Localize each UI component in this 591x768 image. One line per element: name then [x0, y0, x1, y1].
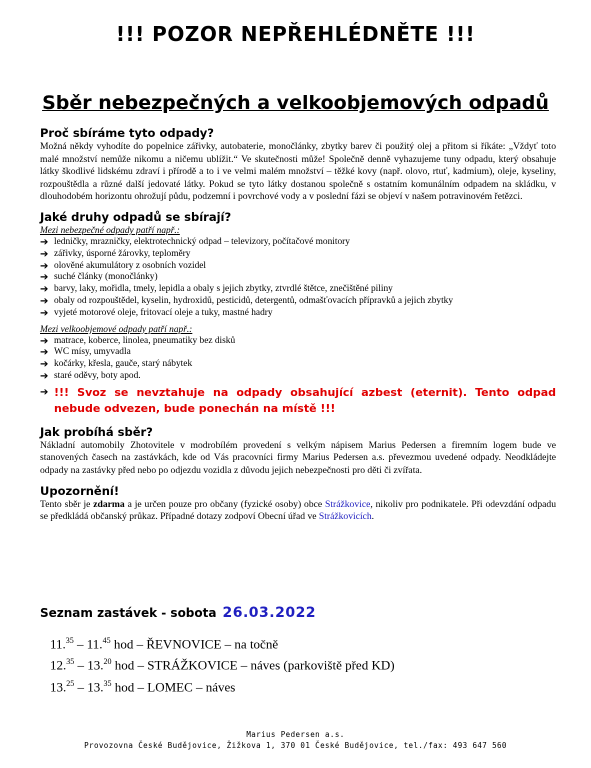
right-arrow-icon: ➔ [40, 359, 49, 371]
notice-text: Tento sběr je zdarma a je určen pouze pro občany (fyzické osoby) obce Strážkovice, nikoliv pro podnikatele. Při odevzdání odpadu se předkládá občanský průkaz. Případné dotazy zodpoví Obecní úřad ve Strážkovicích. [40, 498, 557, 523]
why-section [40, 126, 556, 204]
asbestos-warning [40, 385, 556, 417]
right-arrow-icon: ➔ [40, 260, 49, 272]
list-item: ➔ staré oděvy, boty apod. [40, 370, 141, 382]
list-item: ➔ ledničky, mrazničky, elektrotechnický odpad – televizory, počítačové monitory [40, 236, 350, 248]
village-link[interactable]: Strážkovicích [318, 511, 372, 523]
why-heading: Proč sbíráme tyto odpady? [40, 126, 214, 140]
how-heading: Jak probíhá sběr? [40, 424, 153, 439]
right-arrow-icon: ➔ [40, 370, 49, 382]
right-arrow-icon: ➔ [40, 347, 49, 359]
right-arrow-icon: ➔ [40, 248, 49, 260]
right-arrow-icon: ➔ [40, 236, 49, 248]
how-text: Nákladní automobily Zhotovitele v modrobílém provedení s velkým nápisem Marius Pedersen a firemním logem bude ve stanovených časech na zastávkách, kde od Vás pracovníci firmy Marius Pedersen a.s. převezmou uvedené odpady. Neodkládejte odpady na zastávky před nebo po odjezdu vozidla z důvodu jejich nebezpečnosti pro děti či zvířata. [40, 439, 556, 476]
how-section [40, 425, 556, 478]
right-arrow-icon: ➔ [40, 335, 49, 347]
content [40, 126, 556, 524]
footer-company: Marius Pedersen a.s. [246, 730, 345, 739]
right-arrow-icon: ➔ [40, 386, 49, 398]
alert-title: !!! POZOR NEPŘEHLÉDNĚTE !!! [115, 22, 476, 46]
footer-address: Provozovna České Budějovice, Žižkova 1, 370 01 České Budějovice, tel./fax: 493 647 560 [84, 741, 507, 750]
right-arrow-icon: ➔ [40, 284, 49, 296]
list-item: ➔ olověné akumulátory z osobních vozidel [40, 260, 207, 272]
schedule-heading: Seznam zastávek - sobota 26.03.2022 [40, 605, 317, 621]
right-arrow-icon: ➔ [40, 295, 49, 307]
list-item: ➔ WC mísy, umyvadla [40, 347, 131, 359]
list-item: ➔ obaly od rozpouštědel, kyselin, hydroxidů, pesticidů, detergentů, odmašťovacích přípravků a jejich zbytky [40, 295, 454, 307]
village-link[interactable]: Strážkovice [325, 498, 371, 510]
notice-section [40, 484, 556, 524]
stop-row: 11.35 – 11.45 hod – ŘEVNOVICE – na točně [50, 636, 279, 652]
list-item: ➔ vyjeté motorové oleje, fritovací oleje a tuky, mastné hadry [40, 307, 273, 319]
notice-heading: Upozornění! [40, 483, 120, 498]
list-item: ➔ barvy, laky, mořidla, tmely, lepidla a obaly s jejich zbytky, ztvrdlé štětce, znečištěné piliny [40, 284, 393, 296]
types-heading: Jaké druhy odpadů se sbírají? [40, 209, 232, 224]
stop-row: 13.25 – 13.35 hod – LOMEC – náves [50, 678, 236, 694]
hazardous-label: Mezi nebezpečné odpady patří např.: [40, 225, 180, 236]
list-item: ➔ kočárky, křesla, gauče, starý nábytek [40, 359, 193, 371]
list-item: ➔ suché články (monočlánky) [40, 272, 158, 284]
right-arrow-icon: ➔ [40, 272, 49, 284]
types-section [40, 210, 556, 417]
why-text: Možná někdy vyhodíte do popelnice zářivky, autobaterie, monočlánky, zbytky barev či použitý olej a přitom si říkáte: „Vždyť toto malé množství nemůže nikomu a ničemu ublížit.“ Ve skutečnosti může! Společně denně vyhazujeme tuny odpadu, který obsahuje látky škodlivé lidskému zdraví i přírodě a to i ve velmi malém množství – těžké kovy (např. olovo, rtuť, kadmium), oleje, kyseliny, rozpouštědla a různé další jedovaté látky. Pokud se tyto látky dostanou společně s ostatním komunálním odpadem na skládku, v dlouhodobém horizontu ohrožují půdu, podzemní i povrchové vody a v poslední fázi se objeví v našem potravinovém řetězci. [40, 141, 556, 203]
bulky-list [40, 336, 556, 383]
right-arrow-icon: ➔ [40, 307, 49, 319]
schedule-date: 26.03.2022 [222, 605, 317, 621]
main-title: Sběr nebezpečných a velkoobjemových odpadů [42, 92, 549, 114]
stop-row: 12.35 – 13.20 hod – STRÁŽKOVICE – náves (parkoviště před KD) [50, 657, 395, 673]
warning-text: !!! Svoz se nevztahuje na odpady obsahující azbest (eternit). Tento odpad nebude odvezen, bude ponechán na místě !!! [54, 385, 556, 415]
list-item: ➔ matrace, koberce, linolea, pneumatiky bez disků [40, 335, 236, 347]
hazardous-list [40, 237, 556, 320]
list-item: ➔ zářivky, úsporné žárovky, teploměry [40, 248, 191, 260]
bulky-label: Mezi velkoobjemové odpady patří např.: [40, 324, 193, 335]
stops-list [50, 632, 395, 696]
